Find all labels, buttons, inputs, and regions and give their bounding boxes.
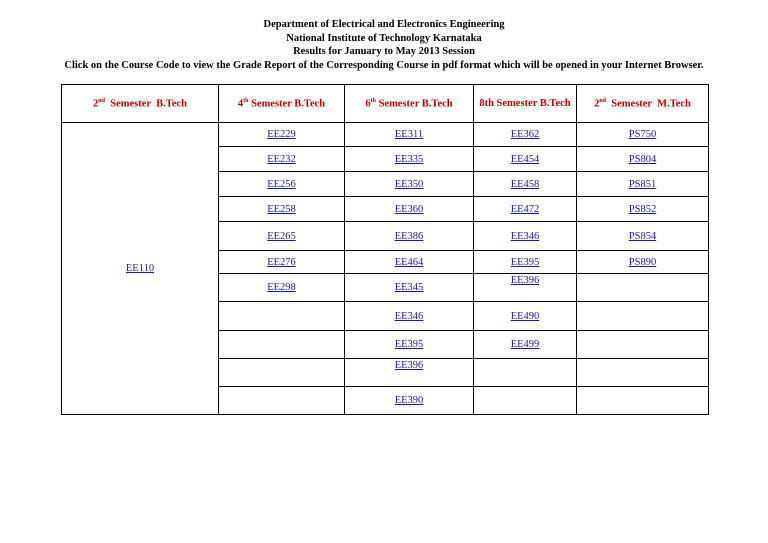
cell	[345, 387, 474, 415]
cell	[219, 147, 345, 172]
course-link[interactable]: PS804	[628, 153, 657, 165]
header-4th-sem-btech: 4th Semester B.Tech	[219, 85, 345, 123]
cell	[474, 197, 577, 222]
course-link[interactable]: EE298	[267, 282, 296, 293]
page-header	[0, 18, 768, 72]
cell	[474, 222, 577, 251]
cell	[577, 147, 709, 172]
cell	[345, 359, 474, 387]
header-2nd-sem-mtech: 2nd Semester M.Tech	[577, 85, 709, 123]
cell	[474, 274, 577, 302]
cell	[474, 123, 577, 147]
cell	[345, 251, 474, 274]
cell	[577, 274, 709, 302]
course-link[interactable]: EE346	[394, 310, 424, 322]
cell	[345, 172, 474, 197]
course-link[interactable]: EE311	[394, 129, 424, 140]
course-link[interactable]: PS851	[628, 178, 657, 190]
course-link[interactable]: EE362	[510, 129, 540, 140]
course-link[interactable]: EE276	[267, 256, 296, 268]
table-row	[62, 123, 709, 147]
course-link[interactable]: EE265	[267, 230, 296, 242]
course-link[interactable]: PS750	[628, 129, 657, 140]
cell	[345, 123, 474, 147]
course-link[interactable]: EE395	[510, 256, 540, 268]
course-link[interactable]: EE395	[394, 339, 424, 350]
course-link[interactable]: EE350	[394, 178, 424, 190]
cell	[474, 147, 577, 172]
cell	[577, 302, 709, 331]
course-link[interactable]: EE258	[267, 203, 296, 215]
header-2nd-sem-btech: 2nd Semester B.Tech	[62, 85, 219, 123]
header-6th-sem-btech: 6th Semester B.Tech	[345, 85, 474, 123]
cell	[577, 251, 709, 274]
institute-name: National Institute of Technology Karnataka	[286, 32, 482, 44]
course-link[interactable]: EE232	[267, 153, 296, 165]
table-header-row	[62, 85, 709, 123]
course-link[interactable]: EE454	[510, 153, 540, 165]
cell	[345, 147, 474, 172]
cell	[474, 302, 577, 331]
course-link[interactable]: EE386	[394, 230, 424, 242]
cell	[219, 172, 345, 197]
course-link[interactable]: EE458	[510, 178, 540, 190]
cell	[345, 222, 474, 251]
course-link[interactable]: EE346	[510, 230, 540, 242]
results-table	[61, 84, 709, 415]
course-link[interactable]: EE345	[394, 282, 424, 293]
header-8th-sem-btech: 8th Semester B.Tech	[474, 85, 577, 123]
cell	[345, 331, 474, 359]
course-link[interactable]: EE335	[394, 153, 424, 165]
course-link[interactable]: EE396	[394, 360, 424, 371]
cell	[577, 331, 709, 359]
cell	[474, 251, 577, 274]
course-link[interactable]: EE360	[394, 203, 424, 215]
cell	[219, 331, 345, 359]
cell	[474, 359, 577, 387]
course-link[interactable]: EE490	[510, 310, 540, 322]
course-link[interactable]: EE229	[267, 129, 296, 140]
cell	[345, 197, 474, 222]
department-title: Department of Electrical and Electronics Engineering	[263, 19, 505, 30]
cell	[219, 251, 345, 274]
instructions: Click on the Course Code to view the Grade Report of the Corresponding Course in pdf format which will be opened in your Internet Browser.	[64, 59, 704, 71]
cell	[219, 123, 345, 147]
cell	[577, 359, 709, 387]
course-link[interactable]: PS890	[628, 256, 657, 268]
cell	[219, 387, 345, 415]
course-link[interactable]: EE499	[510, 339, 540, 350]
course-link[interactable]: EE256	[267, 178, 296, 190]
cell	[219, 302, 345, 331]
cell	[474, 387, 577, 415]
course-link[interactable]: EE472	[510, 203, 540, 215]
cell	[345, 302, 474, 331]
course-link[interactable]: EE110	[125, 263, 155, 274]
course-link[interactable]: EE390	[394, 395, 424, 406]
cell	[219, 359, 345, 387]
session-title: Results for January to May 2013 Session	[293, 46, 475, 57]
cell	[474, 331, 577, 359]
course-link[interactable]: PS854	[628, 230, 657, 242]
cell	[219, 274, 345, 302]
cell	[577, 387, 709, 415]
course-link[interactable]: PS852	[628, 203, 657, 215]
cell-2nd-sem	[62, 123, 219, 415]
course-link[interactable]: EE464	[394, 256, 424, 268]
cell	[577, 222, 709, 251]
cell	[345, 274, 474, 302]
course-link[interactable]: EE396	[510, 275, 540, 286]
cell	[219, 197, 345, 222]
cell	[577, 172, 709, 197]
cell	[474, 172, 577, 197]
cell	[577, 123, 709, 147]
cell	[219, 222, 345, 251]
cell	[577, 197, 709, 222]
